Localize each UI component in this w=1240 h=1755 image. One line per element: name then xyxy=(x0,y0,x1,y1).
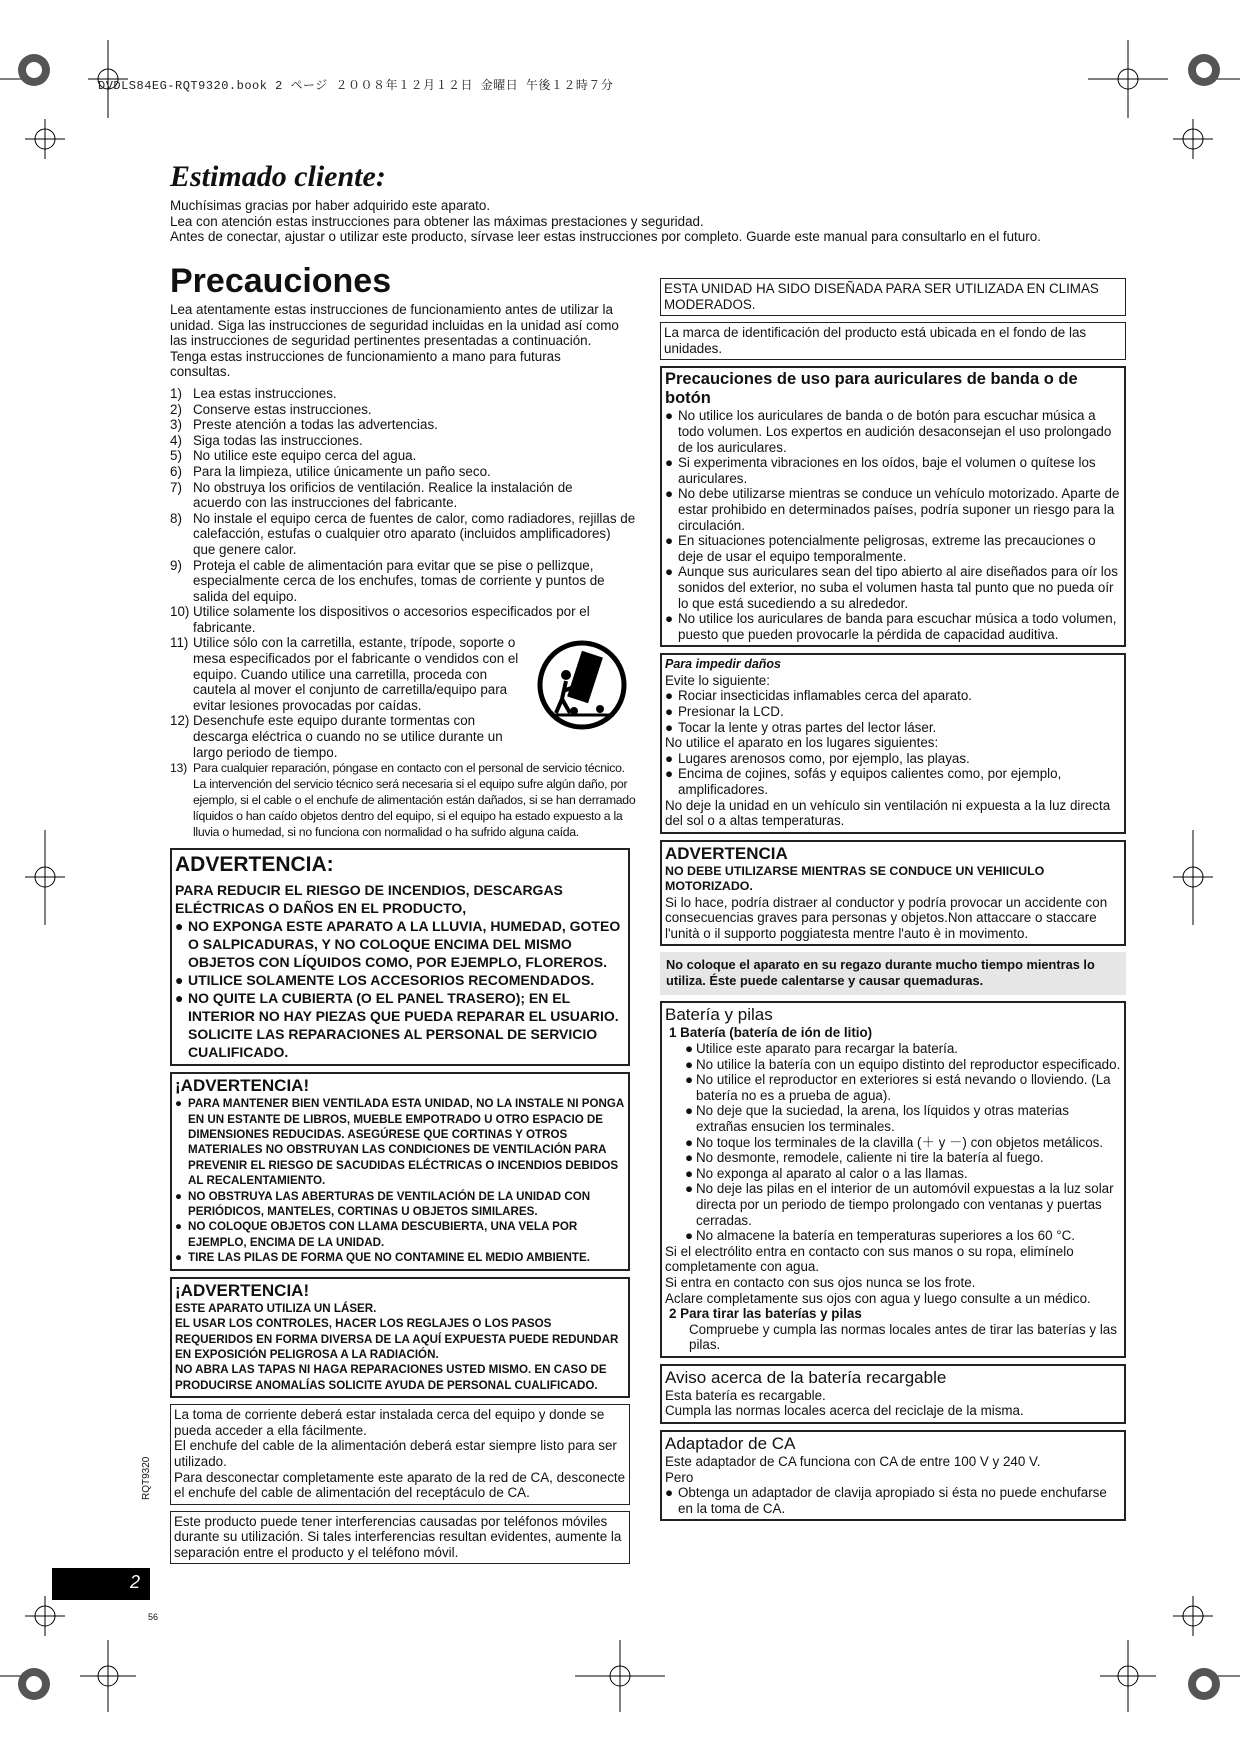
list-item: 2) Conserve estas instrucciones. xyxy=(170,401,372,417)
page-title: Estimado cliente: xyxy=(170,160,386,193)
power-outlet-box xyxy=(170,1404,630,1505)
battery-bullet: ● No desmonte, remodele, caliente ni tire la batería al fuego. xyxy=(685,1150,1044,1166)
id-mark-box xyxy=(660,322,1126,360)
list-item: 6) Para la limpieza, utilice únicamente un paño seco. xyxy=(170,463,491,479)
rechargeable-text: Cumpla las normas locales acerca del reciclaje de la misma. xyxy=(665,1403,1024,1419)
battery-title: Batería y pilas xyxy=(665,1005,773,1025)
climate-box xyxy=(660,278,1126,316)
crosshair-mark xyxy=(1100,1640,1156,1712)
intro-line: Lea con atención estas instrucciones para obtener las máximas prestaciones y seguridad. xyxy=(170,213,704,229)
crosshair-mark xyxy=(25,830,65,925)
rechargeable-title: Aviso acerca de la batería recargable xyxy=(665,1367,947,1387)
battery-text: Aclare completamente sus ojos con agua y luego consulte a un médico. xyxy=(665,1290,1091,1306)
damage-title: Para impedir daños xyxy=(665,657,782,672)
intro-line: Antes de conectar, ajustar o utilizar este producto, sírvase leer estas instrucciones por completo. Guarde este manual para consultarlo en el futuro. xyxy=(170,229,1041,245)
warning-bullet: ● NO EXPONGA ESTE APARATO A LA LLUVIA, HUMEDAD, GOTEO O SALPICADURAS, Y NO COLOQUE ENCIMA DEL MISMO OBJETOS CON LÍQUIDOS COMO, POR EJEMPLO, FLOREROS. xyxy=(175,918,621,971)
crosshair-mark xyxy=(25,1596,65,1636)
list-item: 5) No utilice este equipo cerca del agua. xyxy=(170,448,417,464)
laser-line: EL USAR LOS CONTROLES, HACER LOS REGLAJES O LOS PASOS REQUERIDOS EN FORMA DIVERSA DE LA AQUÍ EXPUESTA PUEDE REDUNDAR EN EXPOSICIÓN PELIGROSA A LA RADIACIÓN. xyxy=(175,1317,619,1361)
ac-adapter-title: Adaptador de CA xyxy=(665,1434,796,1454)
damage-bullet: ● Presionar la LCD. xyxy=(665,704,784,720)
headphones-bullet: ● No debe utilizarse mientras se conduce un vehículo motorizado. Aparte de estar prohibido en determinados países, podría suponer un riesgo para la circulación. xyxy=(665,486,1120,533)
list-item: 7) No obstruya los orificios de ventilación. Realice la instalación de acuerdo con las instrucciones del fabricante. xyxy=(170,479,573,511)
list-item: 8) No instale el equipo cerca de fuentes de calor, como radiadores, rejillas de calefacción, estufas o cualquier otro aparato (incluidos amplificadores) que genere calor. xyxy=(170,510,636,557)
damage-bullet: ● Encima de cojines, sofás y equipos calientes como, por ejemplo, amplificadores. xyxy=(665,766,1062,798)
battery-bullet: ● No toque los terminales de la clavilla (＋ y －) con objetos metálicos. xyxy=(685,1134,1104,1150)
id-mark-text: La marca de identificación del producto está ubicada en el fondo de las unidades. xyxy=(664,325,1087,356)
headphones-title: Precauciones de uso para auriculares de banda o de botón xyxy=(665,370,1078,408)
lap-warning-box xyxy=(660,952,1126,995)
list-item: 11) Utilice sólo con la carretilla, estante, trípode, soporte o mesa especificados por el fabricante o vendidos con el equipo. Cuando utilice una carretilla, proceda con cautela al mover el conjunto de carretilla/equipo para evitar lesiones provocadas por caídas. xyxy=(170,635,519,713)
damage-box xyxy=(660,653,1126,834)
battery-bullet: ● No almacene la batería en temperaturas superiores a los 60 °C. xyxy=(685,1228,1076,1244)
damage-bullet: ● Lugares arenosos como, por ejemplo, las playas. xyxy=(665,750,970,766)
laser-line: NO ABRA LAS TAPAS NI HAGA REPARACIONES USTED MISMO. EN CASO DE PRODUCIRSE ANOMALÍAS SOLICITE AYUDA DE PERSONAL CUALIFICADO. xyxy=(175,1363,607,1392)
warning-bullet: ● NO OBSTRUYA LAS ABERTURAS DE VENTILACIÓN DE LA UNIDAD CON PERIÓDICOS, MANTELES, CORTINAS U OBJETOS SIMILARES. xyxy=(175,1189,591,1219)
trolley-warning-icon xyxy=(536,639,628,731)
battery-bullet: ● No utilice la batería con un equipo distinto del reproductor especificado. xyxy=(685,1056,1121,1072)
list-item: 13) Para cualquier reparación, póngase en contacto con el personal de servicio técnico. La intervención del servicio técnico será necesaria si el equipo sufre algún daño, por ejemplo, si el cable o el enchufe de alimentación están dañados, si se han derramado líquidos o han caído objetos dentro del equipo, si el equipo ha estado expuesto a la lluvia o humedad, si no funciona con normalidad o ha sufrido alguna caída. xyxy=(170,761,636,840)
battery-subtitle: 2 Para tirar las baterías y pilas xyxy=(669,1306,862,1322)
precauciones-intro: Lea atentamente estas instrucciones de funcionamiento antes de utilizar la unidad. Siga las instrucciones de seguridad incluidas en la unidad así como las instrucciones de seguridad pertinentes presentadas a continuación. Tenga estas instrucciones de funcionamiento a mano para futuras consultas. xyxy=(170,302,619,380)
crosshair-mark xyxy=(80,1640,136,1712)
small-page-number: 56 xyxy=(148,1612,159,1622)
battery-bullet: ● No deje que la suciedad, la arena, los líquidos y otras materias extrañas ensucien los terminales. xyxy=(685,1103,1069,1134)
warning-bullet: ● NO QUITE LA CUBIERTA (O EL PANEL TRASERO); EN EL INTERIOR NO HAY PIEZAS QUE PUEDA REPARAR EL USUARIO. SOLICITE LAS REPARACIONES AL PERSONAL DE SERVICIO CUALIFICADO. xyxy=(175,990,619,1061)
crosshair-mark xyxy=(25,119,65,159)
battery-subtitle: 1 Batería (batería de ión de litio) xyxy=(669,1025,873,1041)
left-column xyxy=(170,302,636,1570)
list-item: 1) Lea estas instrucciones. xyxy=(170,385,337,401)
ac-adapter-box xyxy=(660,1430,1126,1521)
warning-bullet: ● UTILICE SOLAMENTE LOS ACCESORIOS RECOMENDADOS. xyxy=(175,972,595,989)
battery-bullet: ● Utilice este aparato para recargar la batería. xyxy=(685,1041,959,1056)
driving-text: Si lo hace, podría distraer al conductor y podría provocar un accidente con consecuencias graves para personas y objetos.Non attaccare o staccare l'unità o il supporto poggiatesta mentre l'auto è in movimento. xyxy=(665,894,1108,941)
battery-bullet: ● No exponga al aparato al calor o a las llamas. xyxy=(685,1165,968,1181)
headphones-bullet: ● En situaciones potencialmente peligrosas, extreme las precauciones o deje de usar el equipo temporalmente. xyxy=(665,533,1096,564)
ac-adapter-text: Este adaptador de CA funciona con CA de entre 100 V y 240 V. xyxy=(665,1454,1041,1470)
headphones-bullet: ● Aunque sus auriculares sean del tipo abierto al aire diseñados para oír los sonidos del exterior, no suba el volumen hasta tal punto que no pueda oír lo que está sucediendo a su alrededor. xyxy=(665,564,1118,611)
climate-text: ESTA UNIDAD HA SIDO DISEÑADA PARA SER UTILIZADA EN CLIMAS MODERADOS. xyxy=(664,281,1099,312)
safety-instructions-list xyxy=(170,386,636,636)
warning-title: ¡ADVERTENCIA! xyxy=(175,1280,310,1300)
warning-bullet: ● NO COLOQUE OBJETOS CON LLAMA DESCUBIERTA, UNA VELA POR EJEMPLO, ENCIMA DE LA UNIDAD. xyxy=(175,1220,578,1249)
warning-title: ¡ADVERTENCIA! xyxy=(175,1076,310,1096)
battery-text: Compruebe y cumpla las normas locales antes de tirar las baterías y las pilas. xyxy=(689,1321,1117,1353)
interference-box xyxy=(170,1511,630,1565)
outlet-text: El enchufe del cable de la alimentación deberá estar siempre listo para ser utilizado. xyxy=(174,1438,617,1469)
rechargeable-box xyxy=(660,1364,1126,1424)
intro-line: Muchísimas gracias por haber adquirido este aparato. xyxy=(170,198,491,213)
crosshair-mark xyxy=(1088,40,1168,118)
lap-warning-text: No coloque el aparato en su regazo durante mucho tiempo mientras lo utiliza. Éste puede calentarse y causar quemaduras. xyxy=(666,957,1095,989)
interference-text: Este producto puede tener interferencias causadas por teléfonos móviles durante su utilización. Si tales interferencias resultan evidentes, aumente la separación entre el producto y el teléfono móvil. xyxy=(174,1513,622,1560)
warning-box-laser xyxy=(170,1277,630,1398)
section-title-precauciones: Precauciones xyxy=(170,262,392,300)
ac-adapter-text: Pero xyxy=(665,1469,694,1485)
damage-bullet: ● Rociar insecticidas inflamables cerca del aparato. xyxy=(665,688,972,704)
outlet-text: La toma de corriente deberá estar instalada cerca del equipo y donde se pueda acceder a ella fácilmente. xyxy=(174,1407,605,1438)
list-item: 12) Desenchufe este equipo durante tormentas con descarga eléctrica o cuando no se utilice durante un largo periodo de tiempo. xyxy=(170,713,503,760)
warning-box-driving xyxy=(660,840,1126,947)
laser-line: ESTE APARATO UTILIZA UN LÁSER. xyxy=(175,1301,377,1315)
headphones-bullet: ● No utilice los auriculares de banda o de botón para escuchar música a todo volumen. Los expertos en audición desaconsejan el uso prolongado de los auriculares. xyxy=(665,408,1112,455)
outlet-text: Para desconectar completamente este aparato de la red de CA, desconecte el enchufe del cable de alimentación del receptáculo de CA. xyxy=(174,1469,626,1501)
list-item: 4) Siga todas las instrucciones. xyxy=(170,432,363,448)
warning-bullet: ● TIRE LAS PILAS DE FORMA QUE NO CONTAMINE EL MEDIO AMBIENTE. xyxy=(175,1251,590,1265)
right-column xyxy=(660,278,1126,1527)
rechargeable-text: Esta batería es recargable. xyxy=(665,1387,826,1403)
headphones-bullet: ● No utilice los auriculares de banda para escuchar música a todo volumen, puesto que pueden provocarle la pérdida de capacidad auditiva. xyxy=(665,611,1117,642)
crosshair-mark xyxy=(1173,119,1213,159)
damage-bullet: ● Tocar la lente y otras partes del lector láser. xyxy=(665,719,937,735)
headphones-bullet: ● Si experimenta vibraciones en los oídos, baje el volumen o quítese los auriculares. xyxy=(665,455,1096,486)
ac-adapter-bullet: ● Obtenga un adaptador de clavija apropiado si ésta no puede enchufarse en la toma de CA. xyxy=(665,1485,1107,1516)
battery-text: Si entra en contacto con sus ojos nunca se los frote. xyxy=(665,1274,976,1290)
warning-lead: PARA REDUCIR EL RIESGO DE INCENDIOS, DESCARGAS ELÉCTRICAS O DAÑOS EN EL PRODUCTO, xyxy=(175,882,563,917)
warning-title: ADVERTENCIA xyxy=(665,843,788,863)
damage-text: No utilice el aparato en los lugares siguientes: xyxy=(665,735,939,751)
crosshair-mark xyxy=(1173,830,1213,925)
warning-box-ventilation xyxy=(170,1072,630,1270)
warning-bullet: ● PARA MANTENER BIEN VENTILADA ESTA UNIDAD, NO LA INSTALE NI PONGA EN UN ESTANTE DE LIBROS, MUEBLE EMPOTRADO U OTRO ESPACIO DE DIMENSIONES REDUCIDAS. ASEGÚRESE QUE CORTINAS Y OTROS MATERIALES NO OBSTRUYAN LAS CONDICIONES DE VENTILACIÓN PARA PREVENIR EL RIESGO DE SACUDIDAS ELÉCTRICAS O INCENDIOS DEBIDOS AL RECALENTAMIENTO. xyxy=(175,1097,624,1188)
trolley-block xyxy=(170,635,636,760)
damage-text: Evite lo siguiente: xyxy=(665,672,770,688)
page-number: 2 xyxy=(52,1568,150,1600)
warning-title: ADVERTENCIA: xyxy=(175,853,334,877)
crosshair-mark xyxy=(575,1640,665,1712)
battery-bullet: ● No utilice el reproductor en exteriores si está nevando o lloviendo. (La batería no es a prueba de agua). xyxy=(685,1072,1111,1103)
headphones-box xyxy=(660,366,1126,647)
model-code: RQT9320 xyxy=(141,1456,152,1500)
damage-text: No deje la unidad en un vehículo sin ventilación ni expuesta a la luz directa del sol o a altas temperaturas. xyxy=(665,797,1111,829)
battery-text: Si el electrólito entra en contacto con sus manos o su ropa, elimínelo completamente con agua. xyxy=(665,1243,1074,1275)
crosshair-mark xyxy=(1173,1596,1213,1636)
list-item: 3) Preste atención a todas las advertencias. xyxy=(170,417,438,433)
battery-bullet: ● No deje las pilas en el interior de un automóvil expuestas a la luz solar directa por un periodo de tiempo prolongado con ventanas y puertas cerradas. xyxy=(685,1181,1114,1228)
battery-box xyxy=(660,1001,1126,1357)
warning-box-advertencia xyxy=(170,848,630,1066)
list-item: 9) Proteja el cable de alimentación para evitar que se pise o pellizque, especialmente cerca de los enchufes, tomas de corriente y puntos de salida del equipo. xyxy=(170,557,605,604)
file-header-line: DVDLS84EG-RQT9320.book 2 ページ ２００８年１２月１２日 金曜日 午後１２時７分 xyxy=(98,79,614,93)
intro-text xyxy=(170,198,1130,245)
driving-caps: NO DEBE UTILIZARSE MIENTRAS SE CONDUCE UN VEHIICULO MOTORIZADO. xyxy=(665,863,1045,894)
list-item: 10) Utilice solamente los dispositivos o accesorios especificados por el fabricante. xyxy=(170,604,590,635)
